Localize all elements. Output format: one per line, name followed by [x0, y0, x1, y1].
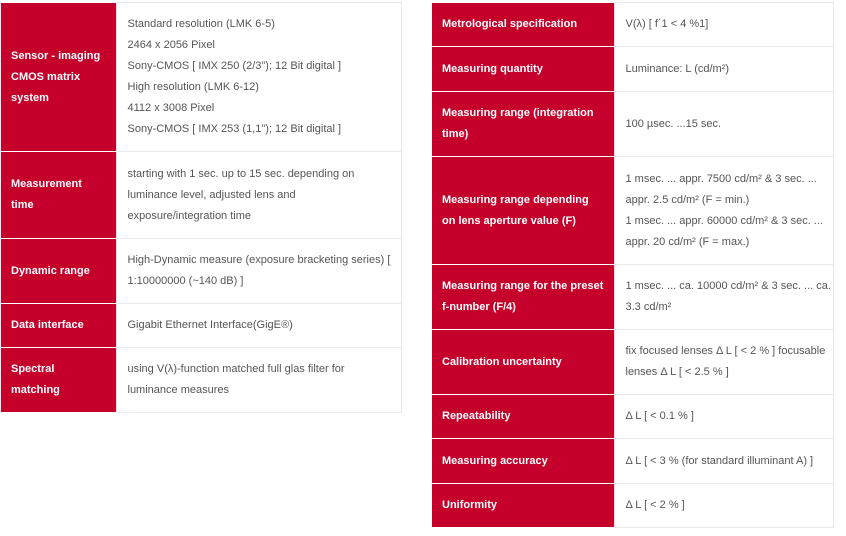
table-row: [1, 348, 401, 413]
row-label-measuring-quantity: Measuring quantity: [432, 47, 614, 92]
value-line: luminance measures: [127, 384, 229, 396]
row-label-measurement-time: Measurement time: [1, 152, 116, 239]
row-value-measuring-range-aperture: [614, 157, 833, 265]
value-line: 1 msec. ... appr. 7500 cd/m² & 3 sec. ...: [625, 172, 817, 185]
value-line: 1 msec. ... appr. 60000 cd/m² & 3 sec. ...: [625, 214, 823, 227]
value-line: 4112 x 3008 Pixel: [127, 102, 215, 114]
value-line: using V(λ)-function matched full glas filter for: [127, 363, 345, 375]
table-row: [432, 265, 833, 330]
row-label-sensor: Sensor - imaging CMOS matrix system: [1, 3, 116, 152]
table-row: [1, 3, 401, 152]
value-line: V(λ) [ f´1 < 4 %1]: [625, 18, 709, 30]
row-label-measuring-range-aperture: Measuring range depending on lens aperture value (F): [432, 157, 614, 265]
value-line: Luminance: L (cd/m²): [625, 62, 730, 75]
row-value-measuring-range-fnumber: [614, 265, 833, 330]
value-line: luminance level, adjusted lens and: [127, 188, 296, 201]
row-label-spectral-matching: Spectral matching: [1, 348, 116, 413]
table-row: [432, 3, 833, 47]
value-line: Standard resolution (LMK 6-5): [127, 18, 275, 30]
spec-table-right: [432, 2, 834, 528]
table-row: [1, 304, 401, 348]
row-label-calibration-uncertainty: Calibration uncertainty: [432, 330, 614, 395]
value-line: Gigabit Ethernet Interface(GigE®): [127, 319, 293, 331]
value-line: fix focused lenses Δ L [ < 2 % ] focusable: [625, 345, 826, 357]
row-value-calibration-uncertainty: [614, 330, 833, 395]
row-label-data-interface: Data interface: [1, 304, 116, 348]
row-label-measuring-accuracy: Measuring accuracy: [432, 439, 614, 484]
row-label-measuring-range-fnumber: Measuring range for the preset f-number (F/4): [432, 265, 614, 330]
row-value-measurement-time: [116, 152, 401, 239]
row-label-dynamic-range: Dynamic range: [1, 239, 116, 304]
row-value-measuring-quantity: [614, 47, 833, 92]
value-line: lenses Δ L [ < 2.5 % ]: [625, 366, 729, 378]
value-line: Sony-CMOS [ IMX 253 (1,1"); 12 Bit digital ]: [127, 123, 342, 135]
value-line: 3.3 cd/m²: [625, 301, 672, 313]
value-line: 1:10000000 (~140 dB) ]: [127, 275, 244, 287]
row-label-metrological-spec: Metrological specification: [432, 3, 614, 47]
row-label-repeatability: Repeatability: [432, 395, 614, 439]
table-row: [432, 157, 833, 265]
table-row: [432, 47, 833, 92]
row-value-measuring-range-integration: [614, 92, 833, 157]
value-line: exposure/integration time: [127, 209, 252, 222]
table-row: [1, 152, 401, 239]
row-value-measuring-accuracy: [614, 439, 833, 484]
row-value-sensor: [116, 3, 401, 152]
row-value-uniformity: [614, 484, 833, 528]
row-label-measuring-range-integration: Measuring range (integration time): [432, 92, 614, 157]
value-line: 2464 x 2056 Pixel: [127, 39, 215, 51]
table-row: [1, 239, 401, 304]
row-value-data-interface: [116, 304, 401, 348]
value-line: Sony-CMOS [ IMX 250 (2/3"); 12 Bit digital ]: [127, 60, 342, 72]
table-row: [432, 395, 833, 439]
row-value-repeatability: [614, 395, 833, 439]
value-line: 100 µsec. ...15 sec.: [625, 117, 722, 130]
value-line: appr. 2.5 cd/m² (F = min.): [625, 193, 750, 206]
value-line: Δ L [ < 0.1 % ]: [625, 410, 694, 422]
table-row: [432, 439, 833, 484]
table-row: [432, 330, 833, 395]
row-value-metrological-spec: [614, 3, 833, 47]
table-row: [432, 484, 833, 528]
spec-table-left: [1, 2, 402, 413]
value-line: Δ L [ < 2 % ]: [625, 499, 685, 511]
value-line: High-Dynamic measure (exposure bracketing series) [: [127, 254, 391, 266]
value-line: Δ L [ < 3 % (for standard illuminant A) ]: [625, 454, 814, 467]
value-line: appr. 20 cd/m² (F = max.): [625, 235, 750, 248]
row-label-uniformity: Uniformity: [432, 484, 614, 528]
value-line: 1 msec. ... ca. 10000 cd/m² & 3 sec. ... ca.: [625, 280, 831, 292]
value-line: High resolution (LMK 6-12): [127, 81, 259, 93]
row-value-spectral-matching: [116, 348, 401, 413]
row-value-dynamic-range: [116, 239, 401, 304]
table-row: [432, 92, 833, 157]
value-line: starting with 1 sec. up to 15 sec. depending on: [127, 167, 355, 180]
